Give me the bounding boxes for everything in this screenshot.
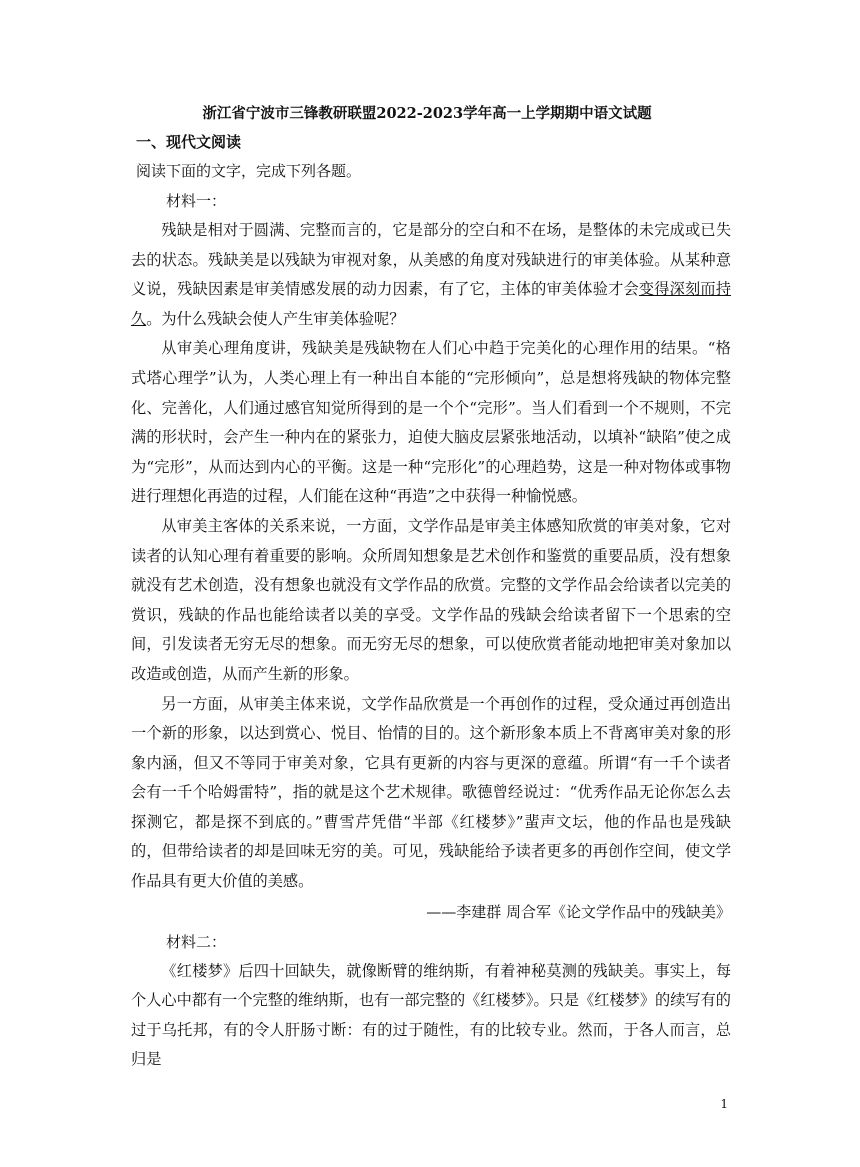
- document-body: [131, 100, 731, 1075]
- paragraph-1-tail: 。为什么残缺会使人产生审美体验呢？: [146, 309, 405, 328]
- material-one-label: 材料一：: [166, 192, 227, 210]
- section-heading: 一、现代文阅读: [136, 133, 242, 151]
- underlined-phrase: 变得深刻而持久: [131, 280, 732, 328]
- paragraph-4: 另一方面，从审美主体来说，文学作品欣赏是一个再创作的过程，受众通过再创造出一个新的形象，以达到赏心、悦目、怡情的目的。这个新形象本质上不背离审美对象的形象内涵，但又不等同于审美对象，它具有更新的内容与更深的意蕴。所谓“有一千个读者会有一千个哈姆雷特”，指的就是这个艺术规律。歌德曾经说过：“优秀作品无论你怎么去探测它，都是探不到底的。”曹雪芹凭借“半部《红楼梦》”蜚声文坛，他的作品也是残缺的，但带给读者的却是回味无穷的美。可见，残缺能给予读者更多的再创作空间，使文学作品具有更大价值的美感。: [131, 694, 731, 891]
- paragraph-2: 从审美心理角度讲，残缺美是残缺物在人们心中趋于完美化的心理作用的结果。“格式塔心理学”认为，人类心理上有一种出自本能的“完形倾向”，总是想将残缺的物体完整化、完善化，人们通过感官知觉所得到的是一个个“完形”。当人们看到一个不规则，不完满的形状时，会产生一种内在的紧张力，迫使大脑皮层紧张地活动，以填补“缺陷”使之成为“完形”，从而达到内心的平衡。这是一种“完形化”的心理趋势，这是一种对物体或事物进行理想化再造的过程，人们能在这种“再造”之中获得一种愉悦感。: [131, 339, 731, 506]
- material-one-source: ——李建群 周合军《论文学作品中的残缺美》: [426, 902, 731, 921]
- page-title: 浙江省宁波市三锋教研联盟2022-2023学年高一上学期期中语文试题: [202, 105, 652, 122]
- material-two-label: 材料二：: [166, 932, 227, 951]
- page-number: 1: [720, 1097, 728, 1111]
- paragraph-3: 从审美主客体的关系来说，一方面，文学作品是审美主体感知欣赏的审美对象，它对读者的认知心理有着重要的影响。众所周知想象是艺术创作和鉴赏的重要品质，没有想象就没有艺术创造，没有想象也就没有文学作品的欣赏。完整的文学作品会给读者以完美的赏识，残缺的作品也能给读者以美的享受。文学作品的残缺会给读者留下一个思索的空间，引发读者无穷无尽的想象。而无穷无尽的想象，可以使欣赏者能动地把审美对象加以改造或创造，从而产生新的形象。: [131, 516, 731, 683]
- paragraph-1-text: 残缺是相对于圆满、完整而言的，它是部分的空白和不在场，是整体的未完成或已失去的状态。残缺美是以残缺为审视对象，从美感的角度对残缺进行的审美体验。从某种意义说，残缺因素是审美情感发展的动力因素，有了它，主体的审美体验才会: [131, 221, 731, 299]
- paragraph-5: 《红楼梦》后四十回缺失，就像断臂的维纳斯，有着神秘莫测的残缺美。事实上，每个人心中都有一个完整的维纳斯，也有一部完整的《红楼梦》。只是《红楼梦》的续写有的过于乌托邦，有的令人肝肠寸断：有的过于随性，有的比较专业。然而，于各人而言，总归是: [131, 961, 731, 1069]
- reading-instruction: 阅读下面的文字，完成下列各题。: [136, 162, 362, 180]
- paragraph-1: [131, 216, 731, 334]
